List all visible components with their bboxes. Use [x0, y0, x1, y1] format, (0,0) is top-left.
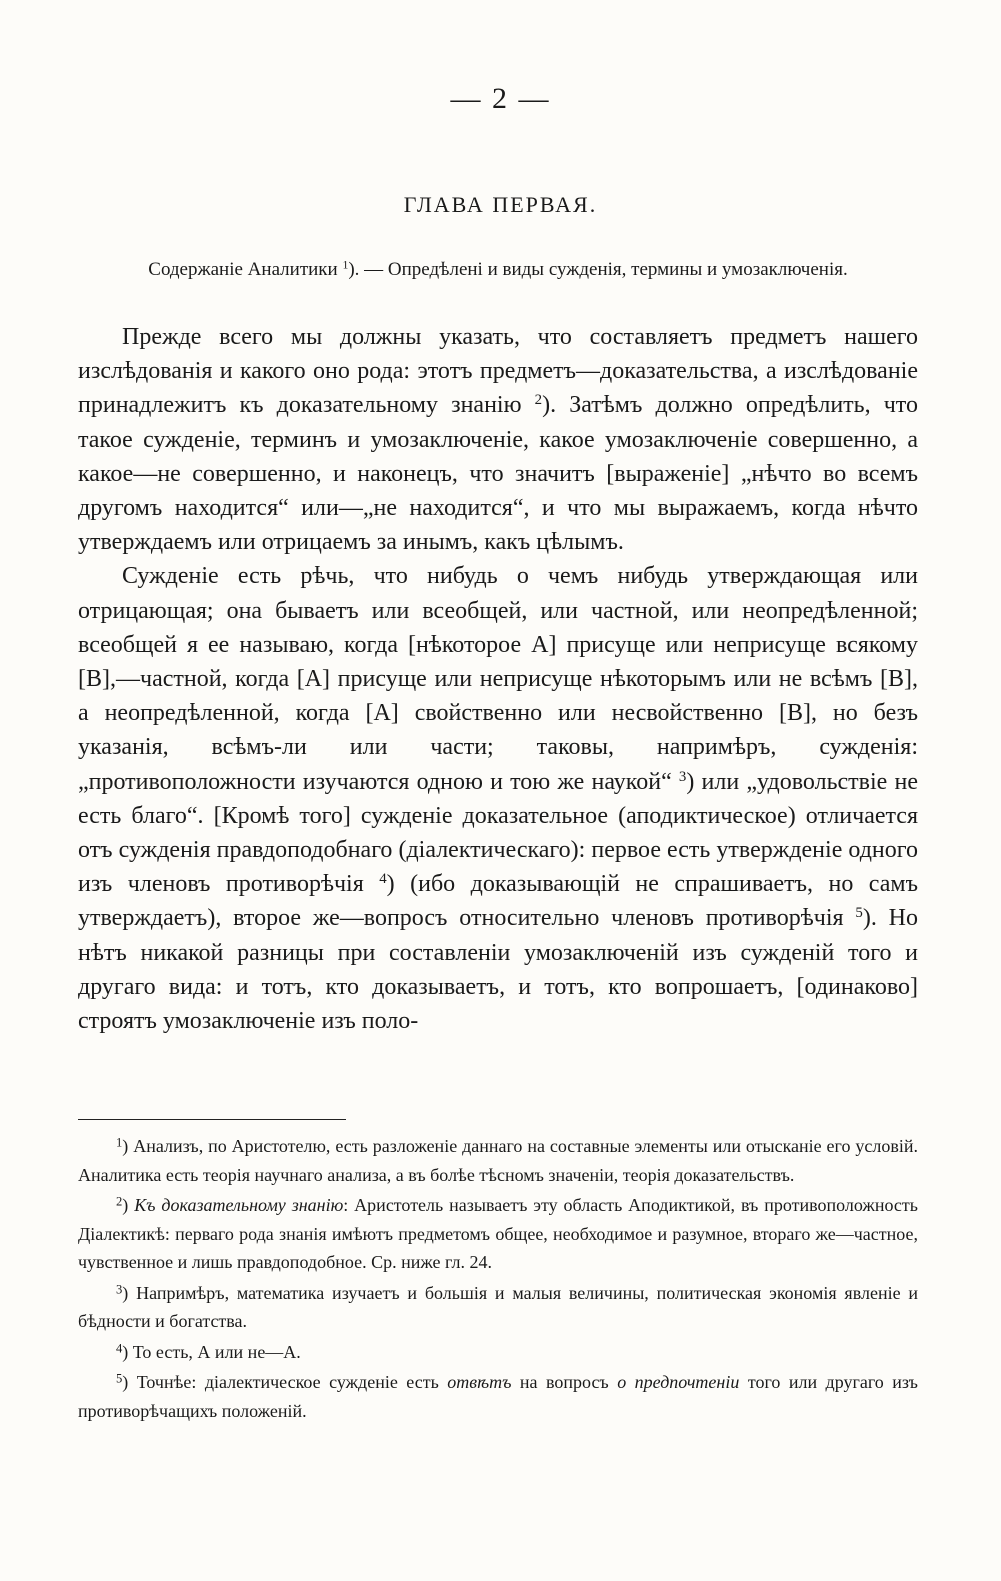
footnote-text: о предпочтеніи	[617, 1372, 740, 1392]
paragraph-1-text-2: ). Затѣмъ должно опредѣлить, что такое сужденіе, терминъ и умозаключеніе, какое умозаключеніе совершенно, а какое—не совершенно, и наконецъ, что значитъ [выраженіе] „нѣчто во всемъ другомъ находится“ или—„не находится“, и что мы выражаемъ, когда нѣчто утверждаемъ или отрицаемъ за инымъ, какъ цѣлымъ.	[78, 392, 918, 556]
footnote-text: того или другаго изъ противорѣчащихъ положеній.	[78, 1372, 918, 1421]
summary-text-1: Содержаніе Аналитики	[148, 259, 343, 280]
paragraph-2-text-3: ) (ибо доказывающій не спрашиваетъ, но самъ утверждаетъ), второе же—вопросъ относительно членовъ противорѣчія	[78, 871, 918, 932]
paragraph-2	[78, 559, 918, 1038]
footnote-mark: 1	[116, 1135, 123, 1150]
footnote-ref-3[interactable]: 3	[678, 768, 687, 785]
page-number: — 2 —	[450, 82, 551, 115]
footnote-2	[78, 1191, 918, 1277]
footnote-ref-1[interactable]: 1	[342, 258, 349, 272]
paragraph-2-text-2: ) или „удовольствіе не есть благо“. [Кромѣ того] сужденіе доказательное (аподиктическое) отличается отъ сужденія правдоподобнаго (діалектическаго): первое есть утвержденіе одного изъ членовъ противорѣчія	[78, 768, 918, 898]
chapter-title: ГЛАВА ПЕРВАЯ.	[403, 192, 598, 217]
footnote-divider	[78, 1119, 346, 1120]
footnote-mark: 2	[116, 1194, 123, 1209]
chapter-summary	[78, 255, 918, 284]
footnote-text: Къ доказательному знанію	[134, 1195, 344, 1215]
paragraph-2-text-1: Сужденіе есть рѣчь, что нибудь о чемъ нибудь утверждающая или отрицающая; она бываетъ или всеобщей, или частной, или неопредѣленной; всеобщей я ее называю, когда [нѣкоторое А] присуще или неприсуще всякому [В],—частной, когда [А] присуще или неприсуще нѣкоторымъ или не всѣмъ [В], а неопредѣленной, когда [А] свойственно или несвойственно [В], но безъ указанія, всѣмъ-ли или части; таковы, напримѣръ, сужденія: „противоположности изучаются одною и тою же наукой“	[78, 563, 918, 795]
footnote-mark: 4	[116, 1340, 123, 1355]
summary-text-2: ). — Опредѣлені и виды сужденія, термины и умозаключенія.	[348, 259, 848, 280]
footnote-ref-5[interactable]: 5	[855, 905, 863, 922]
paragraph-1-text-1: Прежде всего мы должны указать, что составляетъ предметъ нашего изслѣдованія и какого оно рода: этотъ предметъ—доказательства, а изслѣдованіе принадлежитъ къ доказательному знанію	[78, 324, 918, 419]
footnote-text: ) Анализъ, по Аристотелю, есть разложеніе даннаго на составные элементы или отысканіе его условій. Аналитика есть теорія научнаго анализа, а въ болѣе тѣсномъ значеніи, теорія доказательствъ.	[78, 1136, 918, 1185]
footnote-4	[78, 1338, 918, 1367]
footnote-3	[78, 1279, 918, 1336]
footnote-ref-2[interactable]: 2	[534, 392, 543, 409]
footnotes	[78, 1132, 918, 1427]
footnote-text: ) То есть, А или не—А.	[122, 1341, 301, 1362]
footnote-text: на вопросъ	[511, 1372, 618, 1392]
paragraph-2-text-4: ). Но нѣтъ никакой разницы при составленіи умозаключеній изъ сужденій того и другаго вида: и тотъ, кто доказываетъ, и тотъ, кто вопрошаетъ, [одинаково] строятъ умозаключеніе изъ поло-	[78, 905, 918, 1035]
paragraph-1	[78, 320, 918, 559]
footnote-text: отвѣтъ	[447, 1372, 512, 1392]
footnote-text: ) Точнѣе: діалектическое сужденіе есть	[122, 1372, 448, 1392]
footnote-text: : Аристотель называетъ эту область Аподиктикой, въ противоположность Діалектикѣ: перваго рода знанія имѣютъ предметомъ общее, необходимое и разумное, втораго же—частное, чувственное и лишь правдоподобное. Ср. ниже гл. 24.	[78, 1195, 918, 1272]
footnote-mark: 3	[116, 1281, 123, 1296]
footnote-mark: 5	[116, 1371, 123, 1386]
main-text	[78, 320, 918, 1038]
footnote-5	[78, 1368, 918, 1425]
footnote-ref-4[interactable]: 4	[379, 871, 387, 888]
footnote-text: ) Напримѣръ, математика изучаетъ и большія и малыя величины, политическая экономія явленіе и бѣдности и богатства.	[78, 1282, 918, 1331]
footnote-1	[78, 1132, 918, 1189]
footnote-text: )	[122, 1195, 135, 1215]
